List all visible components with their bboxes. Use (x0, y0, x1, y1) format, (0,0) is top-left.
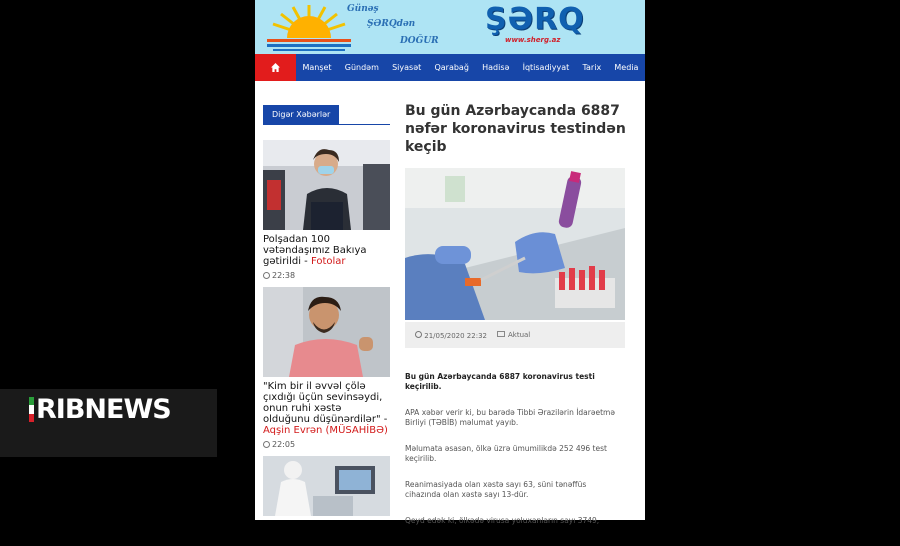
sidebar-divider (263, 124, 390, 125)
site-url: www.sherg.az (505, 36, 561, 44)
nav-item-manset[interactable]: Manşet (302, 63, 332, 72)
article-paragraph: Qeyd edək ki, ölkədə virusa yoluxanların sayı 3749, (405, 516, 600, 525)
nav-item-gundem[interactable]: Gündəm (344, 63, 379, 72)
news-card-title-text[interactable]: "Kim bir il əvvəl çölə çıxdığı üçün sevinsəydi, onun ruhi xəstə olduğunu düşünərdilər" - (263, 381, 388, 425)
news-card-tag[interactable]: Fotolar (310, 256, 346, 267)
news-page (255, 0, 645, 525)
news-card-time-text: 22:38 (272, 271, 296, 280)
nav-item-siyaset[interactable]: Siyasət (392, 63, 422, 72)
main-nav (255, 54, 645, 81)
nav-item-tarix[interactable]: Tarix (582, 63, 602, 72)
article-headline: Bu gün Azərbaycanda 6887 nəfər koronavirus testindən keçib (405, 103, 626, 155)
news-card-time (263, 271, 390, 280)
clock-icon (263, 272, 270, 279)
sunrise-logo-icon (263, 2, 355, 52)
news-card-title-text[interactable]: Polşadan 100 vətəndaşımız Bakıya gətirildi - (263, 234, 367, 267)
article-category-text[interactable]: Aktual (507, 331, 531, 339)
nav-item-iqtisadiyyat[interactable]: İqtisadiyyat (522, 63, 570, 72)
sidebar-other-news (263, 102, 390, 546)
article-image (405, 168, 625, 320)
slogan-line-3: DOĞUR (400, 36, 439, 46)
site-logo[interactable]: ŞƏRQ (485, 2, 585, 37)
clock-icon (415, 331, 422, 338)
nav-item-qarabag[interactable]: Qarabağ (434, 63, 469, 72)
nav-home-button[interactable] (255, 54, 296, 81)
clock-icon (263, 441, 270, 448)
iran-flag-icon (29, 397, 34, 422)
lab-worker-photo (263, 456, 390, 516)
article-paragraph: Məlumata əsasən, ölkə üzrə ümumilikdə 252 496 test keçirilib. (405, 444, 607, 463)
article-paragraph: Reanimasiyada olan xəstə sayı 63, süni tənəffüs cihazında olan xəstə sayı 13-dür. (405, 480, 587, 499)
news-card-image[interactable] (263, 287, 390, 377)
news-card-title[interactable] (263, 381, 390, 436)
news-card[interactable] (263, 140, 390, 280)
news-card-image[interactable] (263, 456, 390, 546)
article-category[interactable] (497, 331, 530, 339)
news-card-time (263, 440, 390, 449)
article-paragraph: APA xəbər verir ki, bu barədə Tibbi Ərazilərin İdarəetmə Birliyi (TƏBİB) məlumat yayıb. (405, 408, 615, 427)
news-card[interactable] (263, 287, 390, 449)
news-card-title[interactable] (263, 234, 390, 267)
nav-item-hadise[interactable]: Hadisə (482, 63, 510, 72)
home-icon (271, 63, 280, 72)
airport-passenger-photo (263, 140, 390, 230)
ribnews-watermark-text: RIBNEWS (36, 394, 171, 425)
news-card-image[interactable] (263, 140, 390, 230)
folder-icon (497, 331, 505, 337)
nav-item-media[interactable]: Media (614, 63, 639, 72)
slogan-line-2: ŞƏRQdən (367, 19, 416, 29)
article-date-text: 21/05/2020 22:32 (424, 331, 487, 340)
site-header (255, 0, 645, 54)
interview-portrait-photo (263, 287, 390, 377)
sidebar-title: Digər Xəbərlər (263, 105, 339, 124)
article-meta-bar (405, 322, 625, 348)
article-lead: Bu gün Azərbaycanda 6887 koronavirus testi keçirilib. (405, 372, 595, 391)
news-card-time-text: 22:05 (272, 440, 296, 449)
slogan-line-1: Günəş (347, 4, 379, 14)
news-card-tag[interactable]: Aqşin Evrən (MÜSAHİBƏ) (263, 425, 388, 436)
lab-test-photo (405, 168, 625, 320)
article (405, 102, 630, 542)
article-date (415, 331, 487, 340)
